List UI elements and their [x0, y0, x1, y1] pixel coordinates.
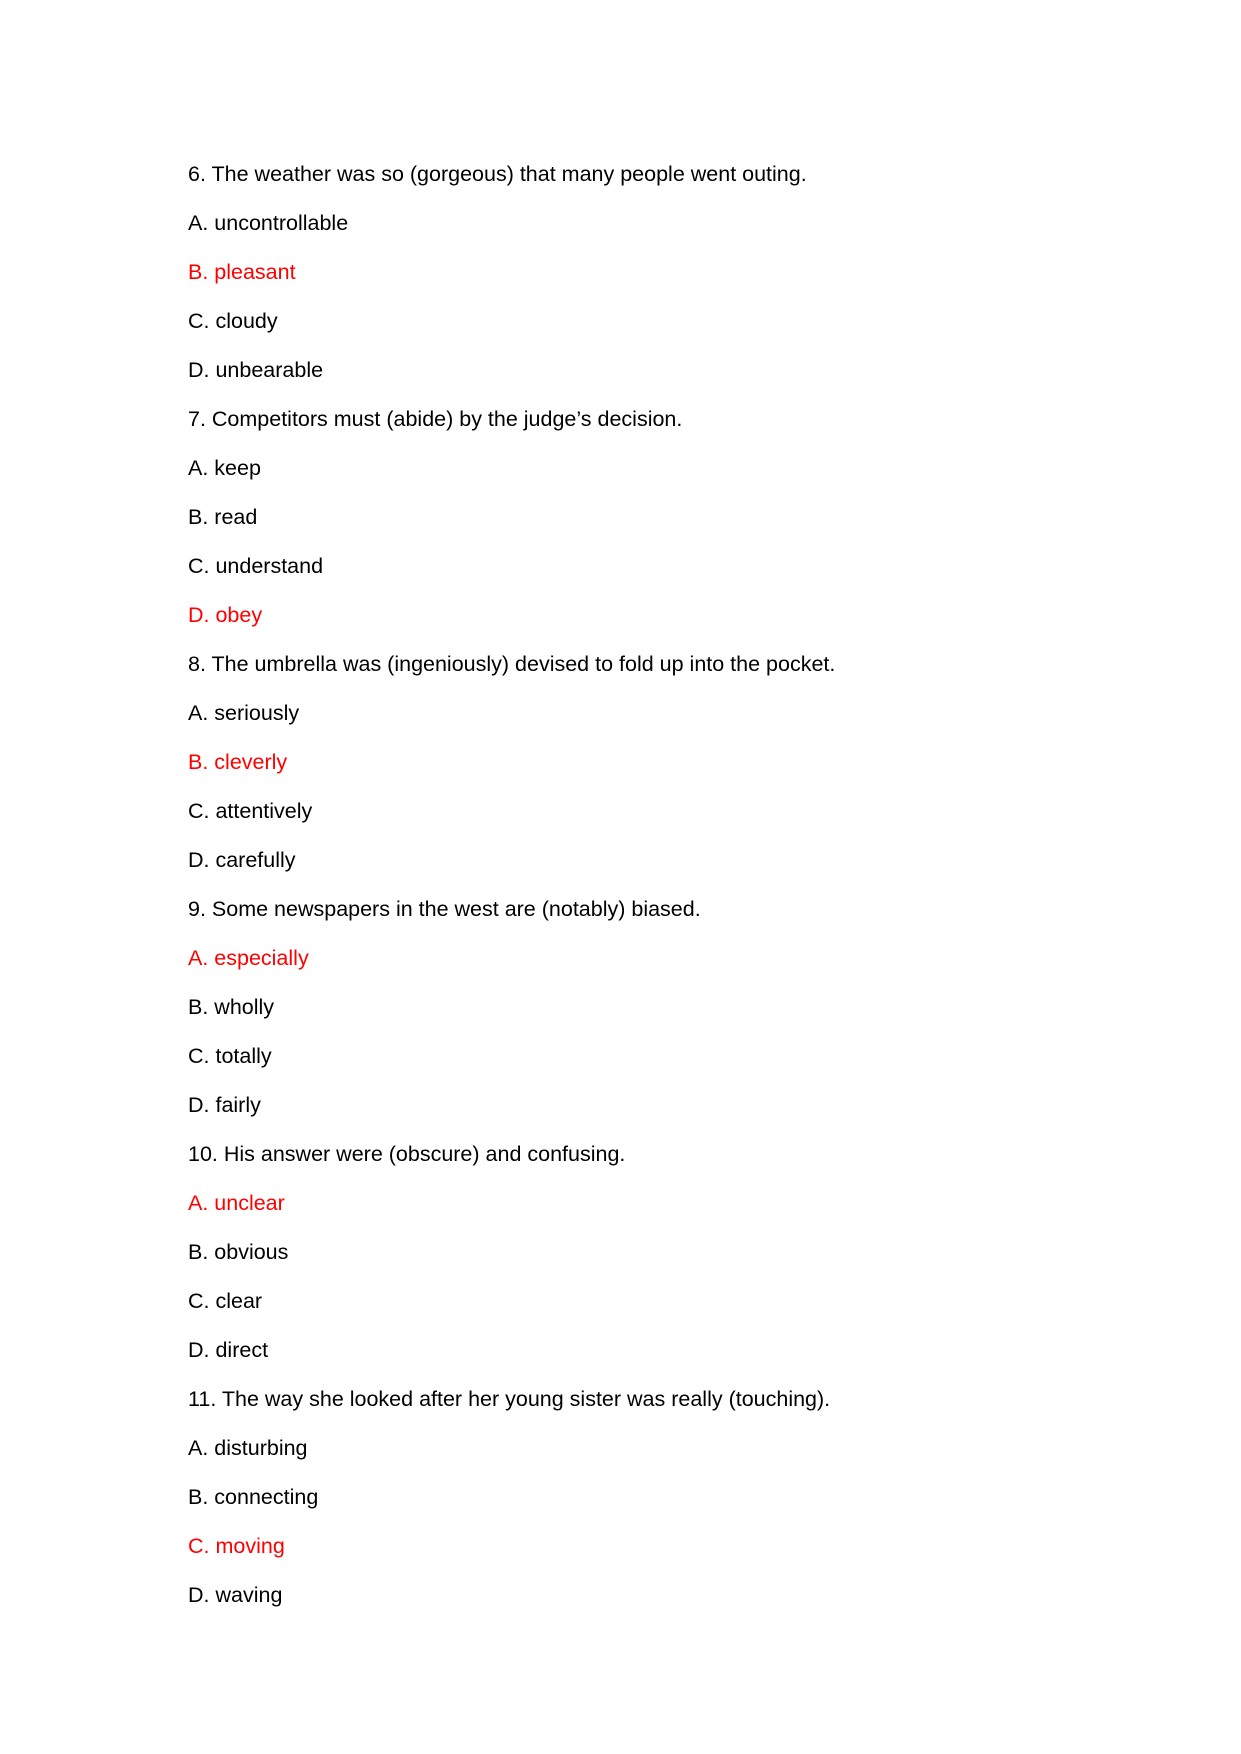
question-block [188, 649, 1168, 894]
answer-option: B. read [188, 505, 258, 529]
answer-option: C. clear [188, 1289, 263, 1313]
answer-option: C. understand [188, 554, 324, 578]
question-prompt: 11. The way she looked after her young sister was really (touching). [188, 1387, 831, 1411]
answer-option: A. uncontrollable [188, 211, 349, 235]
answer-option: B. obvious [188, 1240, 289, 1264]
correct-answer-option: C. moving [188, 1534, 285, 1558]
answer-option: D. fairly [188, 1093, 261, 1117]
answer-option: D. direct [188, 1338, 269, 1362]
question-block [188, 1384, 1168, 1629]
correct-answer-option: A. unclear [188, 1191, 285, 1215]
correct-answer-option: A. especially [188, 946, 309, 970]
question-prompt: 7. Competitors must (abide) by the judge’s decision. [188, 407, 683, 431]
question-prompt: 8. The umbrella was (ingeniously) devised to fold up into the pocket. [188, 652, 836, 676]
question-block [188, 1139, 1168, 1384]
answer-option: B. wholly [188, 995, 275, 1019]
question-block [188, 404, 1168, 649]
answer-option: C. totally [188, 1044, 272, 1068]
answer-option: A. disturbing [188, 1436, 308, 1460]
answer-option: D. waving [188, 1583, 283, 1607]
correct-answer-option: B. cleverly [188, 750, 288, 774]
answer-option: B. connecting [188, 1485, 319, 1509]
correct-answer-option: B. pleasant [188, 260, 296, 284]
answer-option: C. cloudy [188, 309, 278, 333]
answer-option: D. carefully [188, 848, 296, 872]
answer-option: A. seriously [188, 701, 300, 725]
answer-option: C. attentively [188, 799, 313, 823]
correct-answer-option: D. obey [188, 603, 263, 627]
document-page [188, 159, 1168, 1629]
question-prompt: 9. Some newspapers in the west are (notably) biased. [188, 897, 701, 921]
question-block [188, 159, 1168, 404]
answer-option: D. unbearable [188, 358, 324, 382]
question-block [188, 894, 1168, 1139]
question-prompt: 10. His answer were (obscure) and confusing. [188, 1142, 626, 1166]
question-prompt: 6. The weather was so (gorgeous) that many people went outing. [188, 162, 807, 186]
answer-option: A. keep [188, 456, 261, 480]
